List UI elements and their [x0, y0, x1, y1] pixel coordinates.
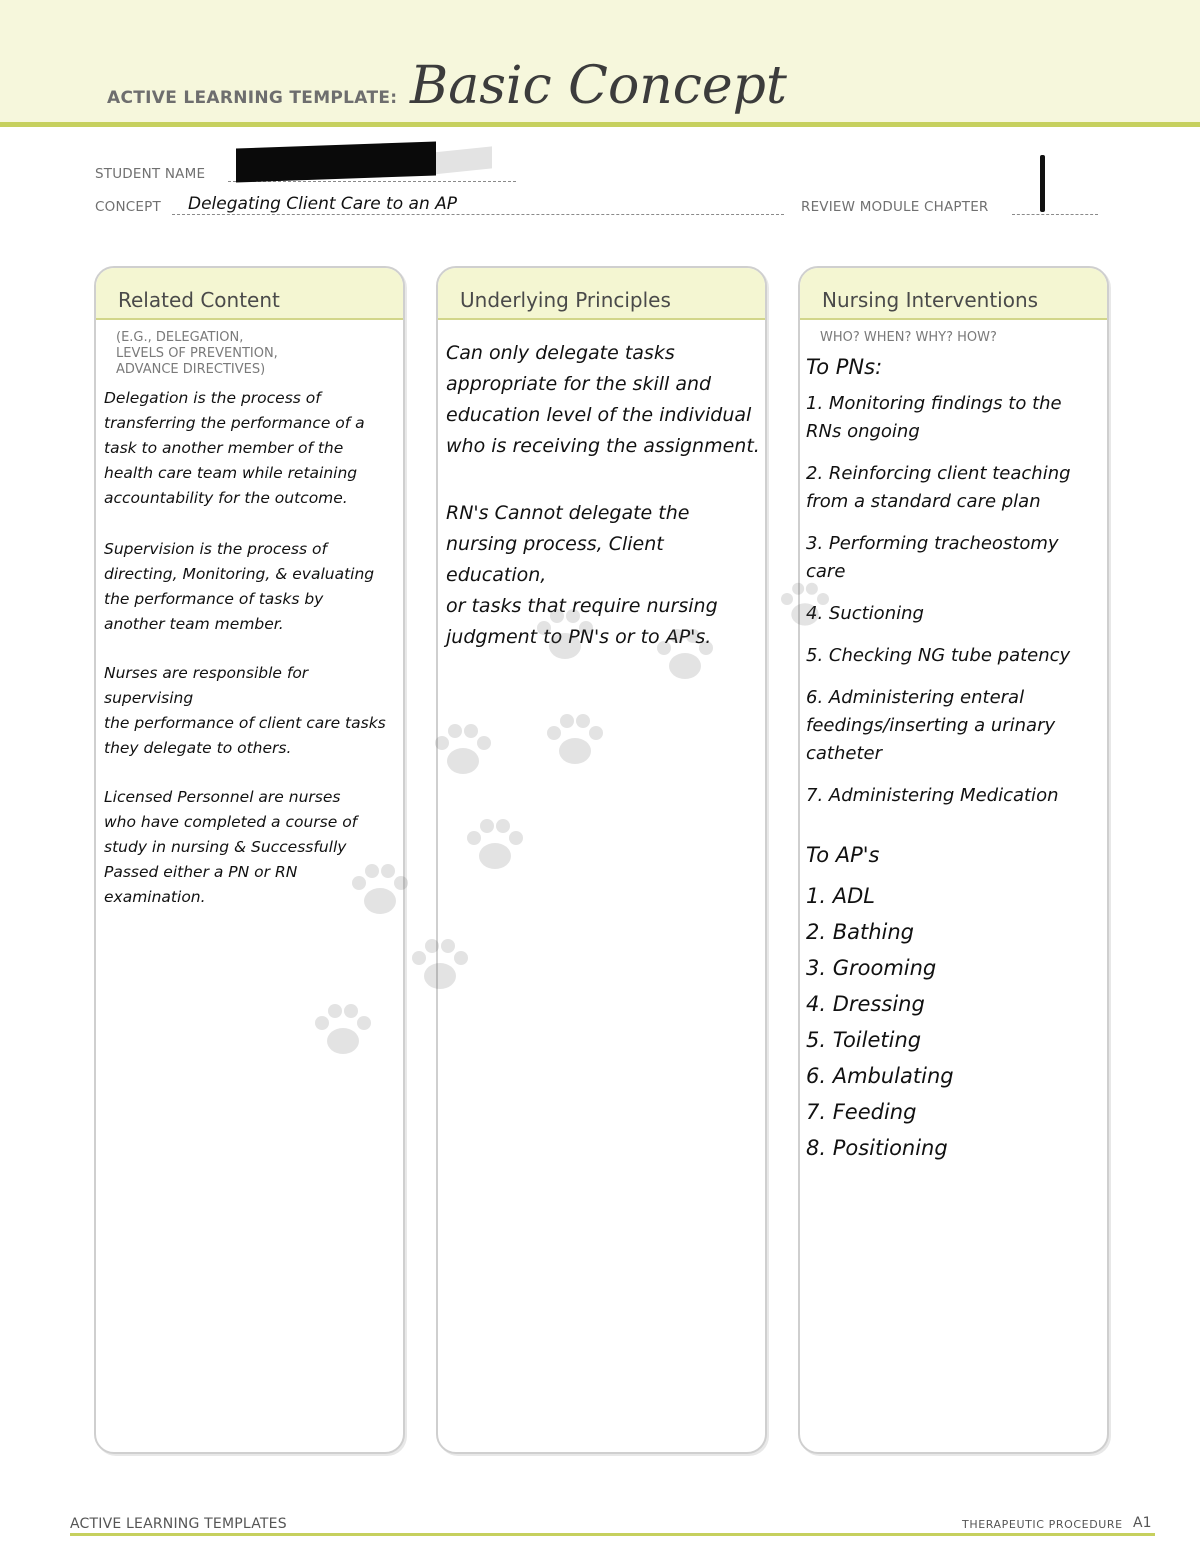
pn-item: 5. Checking NG tube patency — [806, 645, 1071, 666]
pn-item: 2. Reinforcing client teaching from a standard care plan — [806, 463, 1071, 512]
ap-item: 3. Grooming — [806, 956, 937, 980]
pn-item: 6. Administering enteral feedings/inserting a urinary catheter — [806, 687, 1056, 764]
pn-item: 1. Monitoring findings to the RNs ongoing — [806, 393, 1062, 442]
related-content-body — [104, 386, 400, 932]
ap-item: 5. Toileting — [806, 1028, 922, 1052]
header-rule — [0, 122, 1200, 127]
paw-watermark-icon — [405, 930, 475, 1000]
footer-right: THERAPEUTIC PROCEDURE — [962, 1518, 1123, 1531]
ap-item: 2. Bathing — [806, 920, 915, 944]
pn-heading: To PNs: — [806, 355, 883, 379]
paw-watermark-icon — [530, 600, 600, 670]
underlying-principles-title: Underlying Principles — [460, 288, 671, 312]
underlying-principles-header — [438, 268, 765, 320]
nursing-interventions-subtitle: WHO? WHEN? WHY? HOW? — [820, 330, 997, 345]
concept-value: Delegating Client Care to an AP — [188, 194, 458, 214]
related-content-header — [96, 268, 403, 320]
nursing-interventions-body — [806, 352, 1106, 1166]
related-paragraph-delegation: Delegation is the process of transferring the performance of a task to another member of the health care team while retaining accountability for the outcome. — [104, 389, 365, 507]
student-name-label: STUDENT NAME — [95, 166, 206, 182]
review-chapter-line — [1012, 214, 1098, 215]
nursing-interventions-panel — [798, 266, 1109, 1454]
ap-item: 7. Feeding — [806, 1100, 917, 1124]
paw-watermark-icon — [650, 620, 720, 690]
ap-item: 8. Positioning — [806, 1136, 948, 1160]
paw-watermark-icon — [428, 715, 498, 785]
paw-watermark-icon — [345, 855, 415, 925]
nursing-interventions-title: Nursing Interventions — [822, 288, 1039, 312]
paw-watermark-icon — [540, 705, 610, 775]
related-paragraph-responsibility: Nurses are responsible for supervising the performance of client care tasks they delegate to others. — [104, 664, 386, 757]
principle-paragraph-delegate: Can only delegate tasks appropriate for the skill and education level of the individual who is receiving the assignment. — [446, 342, 760, 457]
ap-heading: To AP's — [806, 843, 880, 867]
related-paragraph-licensed: Licensed Personnel are nurses who have completed a course of study in nursing & Successfully Passed either a PN or RN examination. — [104, 788, 358, 906]
review-chapter-mark — [1040, 155, 1045, 212]
paw-watermark-icon — [460, 810, 530, 880]
pn-item: 4. Suctioning — [806, 603, 924, 624]
related-content-title: Related Content — [118, 288, 280, 312]
pn-item: 7. Administering Medication — [806, 785, 1059, 806]
footer-page-number: A1 — [1133, 1515, 1152, 1531]
related-content-subtitle: (E.G., DELEGATION, LEVELS OF PREVENTION, ADVANCE DIRECTIVES) — [116, 330, 278, 377]
concept-line — [172, 214, 784, 215]
ap-item: 4. Dressing — [806, 992, 925, 1016]
header-prefix: ACTIVE LEARNING TEMPLATE: — [107, 88, 398, 108]
student-name-redaction — [236, 142, 436, 183]
nursing-interventions-header — [800, 268, 1107, 320]
ap-item: 1. ADL — [806, 884, 875, 908]
ap-item: 6. Ambulating — [806, 1064, 954, 1088]
concept-label: CONCEPT — [95, 199, 161, 215]
footer-left: ACTIVE LEARNING TEMPLATES — [70, 1516, 287, 1532]
pn-item: 3. Performing tracheostomy care — [806, 533, 1059, 582]
paw-watermark-icon — [775, 575, 835, 635]
footer-rule — [70, 1533, 1155, 1536]
paw-watermark-icon — [308, 995, 378, 1065]
principle-paragraph-rn: RN's Cannot delegate the nursing process, Client education, or tasks that require nursing judgment to PN's or to — [446, 502, 718, 648]
related-paragraph-supervision: Supervision is the process of directing, Monitoring, & evaluating the performance of tasks by another team member. — [104, 540, 375, 633]
review-chapter-label: REVIEW MODULE CHAPTER — [801, 199, 989, 215]
page-title: Basic Concept — [410, 56, 787, 116]
